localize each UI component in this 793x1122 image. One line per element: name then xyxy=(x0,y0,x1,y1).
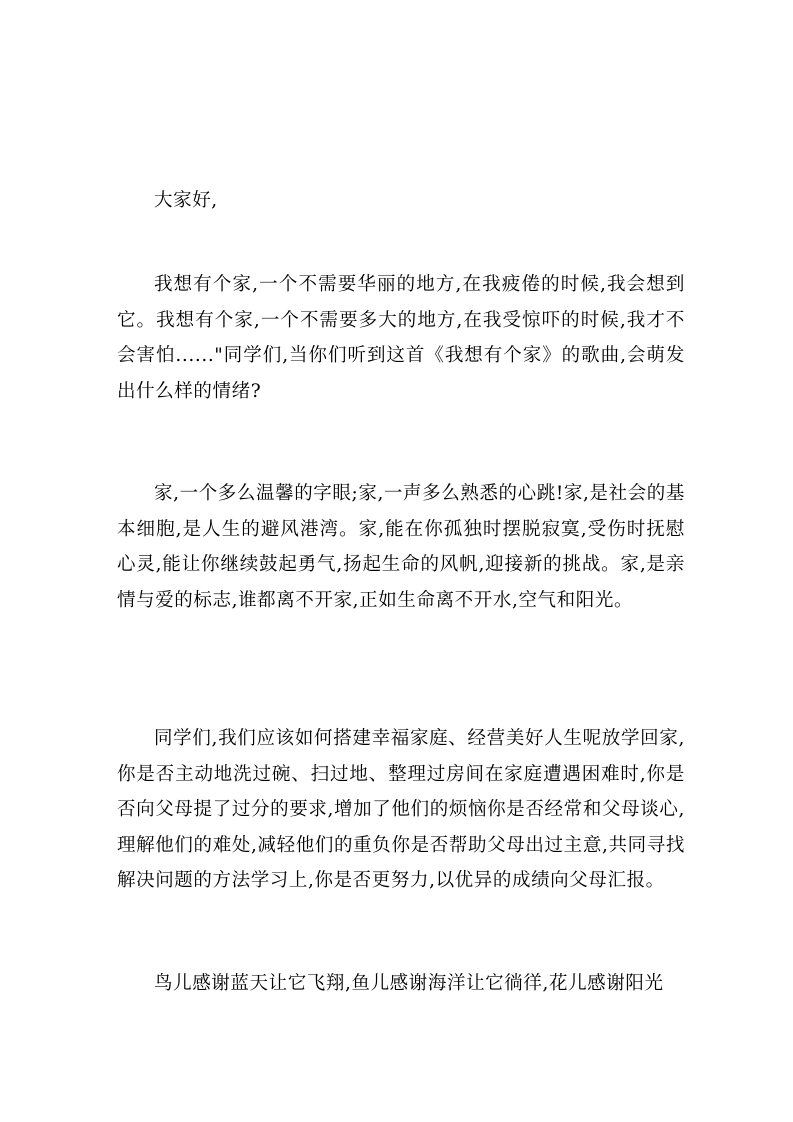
paragraph-4: 鸟儿感谢蓝天让它飞翔,鱼儿感谢海洋让它徜徉,花儿感谢阳光 xyxy=(154,973,664,994)
paragraph-1: 我想有个家,一个不需要华丽的地方,在我疲倦的时候,我会想到它。我想有个家,一个不需要多大的地方,在我受惊吓的时候,我才不会害怕......"同学们,当你们听到这首《我想有个家》的歌曲,会萌发出什么样的情绪? xyxy=(117,274,685,402)
paragraph-2: 家,一个多么温馨的字眼;家,一声多么熟悉的心跳!家,是社会的基本细胞,是人生的避风港湾。家,能在你孤独时摆脱寂寞,受伤时抚慰心灵,能让你继续鼓起勇气,扬起生命的风帆,迎接新的挑战。家,是亲情与爱的标志,谁都离不开家,正如生命离不开水,空气和阳光。 xyxy=(117,483,685,611)
greeting-line: 大家好, xyxy=(154,190,218,211)
paragraph-3: 同学们,我们应该如何搭建幸福家庭、经营美好人生呢放学回家,你是否主动地洗过碗、扫过地、整理过房间在家庭遭遇困难时,你是否向父母提了过分的要求,增加了他们的烦恼你是否经常和父母谈心,理解他们的难处,减轻他们的重负你是否帮助父母出过主意,共同寻找解决问题的方法学习上,你是否更努力,以优异的成绩向父母汇报。 xyxy=(117,728,685,892)
